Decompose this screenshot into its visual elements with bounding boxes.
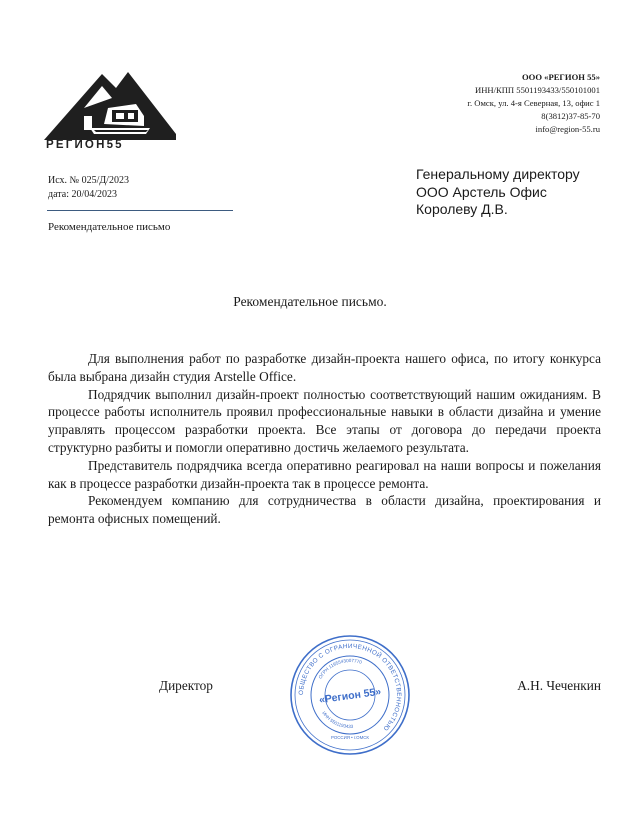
stamp-seal-icon [288,633,412,757]
body-paragraph: Представитель подрядчика всегда оперативно реагировал на наши вопросы и пожелания как в процессе разработки дизайн-проекта так в процессе ремонта. [48,457,601,491]
company-phone: 8(3812)37-85-70 [541,111,600,122]
meta-divider [47,210,233,211]
stamp-ogrn: ОГРН 1195543007770 [317,657,363,680]
logo-text: РЕГИОН55 [46,139,124,151]
company-stamp [288,633,412,757]
body-paragraph: Рекомендуем компанию для сотрудничества в области дизайна, проектирования и ремонта офисных помещений. [48,493,601,527]
stamp-inn: ИНН 5501193433 [321,710,354,730]
letter-date: дата: 20/04/2023 [48,189,118,200]
letter-body [48,350,601,528]
signer-name: А.Н. Чеченкин [517,678,601,693]
company-details [467,71,600,136]
stamp-center-text: «Регион 55» [318,685,382,707]
company-logo [44,64,176,154]
company-inn: ИНН/КПП 5501193433/550101001 [474,85,600,96]
stamp-country: РОССИЯ • г.ОМСК [331,735,369,740]
letter-title: Рекомендательное письмо. [233,294,387,309]
body-paragraph: Подрядчик выполнил дизайн-проект полностью соответствующий нашим ожиданиям. В процессе работы исполнитель проявил профессиональные навыки в области дизайна и умение управлять процессом разработки проекта. Все этапы от договора до передачи проекта структурно разбиты и помогли оперативно достичь желаемого результата. [48,386,601,455]
stamp-ring-text: ОБЩЕСТВО С ОГРАНИЧЕННОЙ ОТВЕТСТВЕННОСТЬЮ [297,642,403,733]
letter-meta [48,174,129,202]
recipient-person: Королеву Д.В. [416,201,508,217]
outgoing-number: Исх. № 025/Д/2023 [48,175,129,186]
recipient-block [416,166,580,219]
recipient-position: Генеральному директору [416,166,580,182]
svg-text:ОГРН 1195543007770 [318,658,363,680]
company-email[interactable]: info@region-55.ru [535,124,600,135]
company-name: ООО «РЕГИОН 55» [521,72,600,82]
body-paragraph: Для выполнения работ по разработке дизайн-проекта нашего офиса, по итогу конкурса была выбрана дизайн студия Arstelle Office. [48,351,601,384]
mountain-bulldozer-icon [44,64,176,142]
company-address: г. Омск, ул. 4-я Северная, 13, офис 1 [467,98,600,109]
letter-subject: Рекомендательное письмо [48,221,171,233]
signer-role: Директор [159,678,213,693]
recipient-company: ООО Арстель Офис [416,183,547,200]
